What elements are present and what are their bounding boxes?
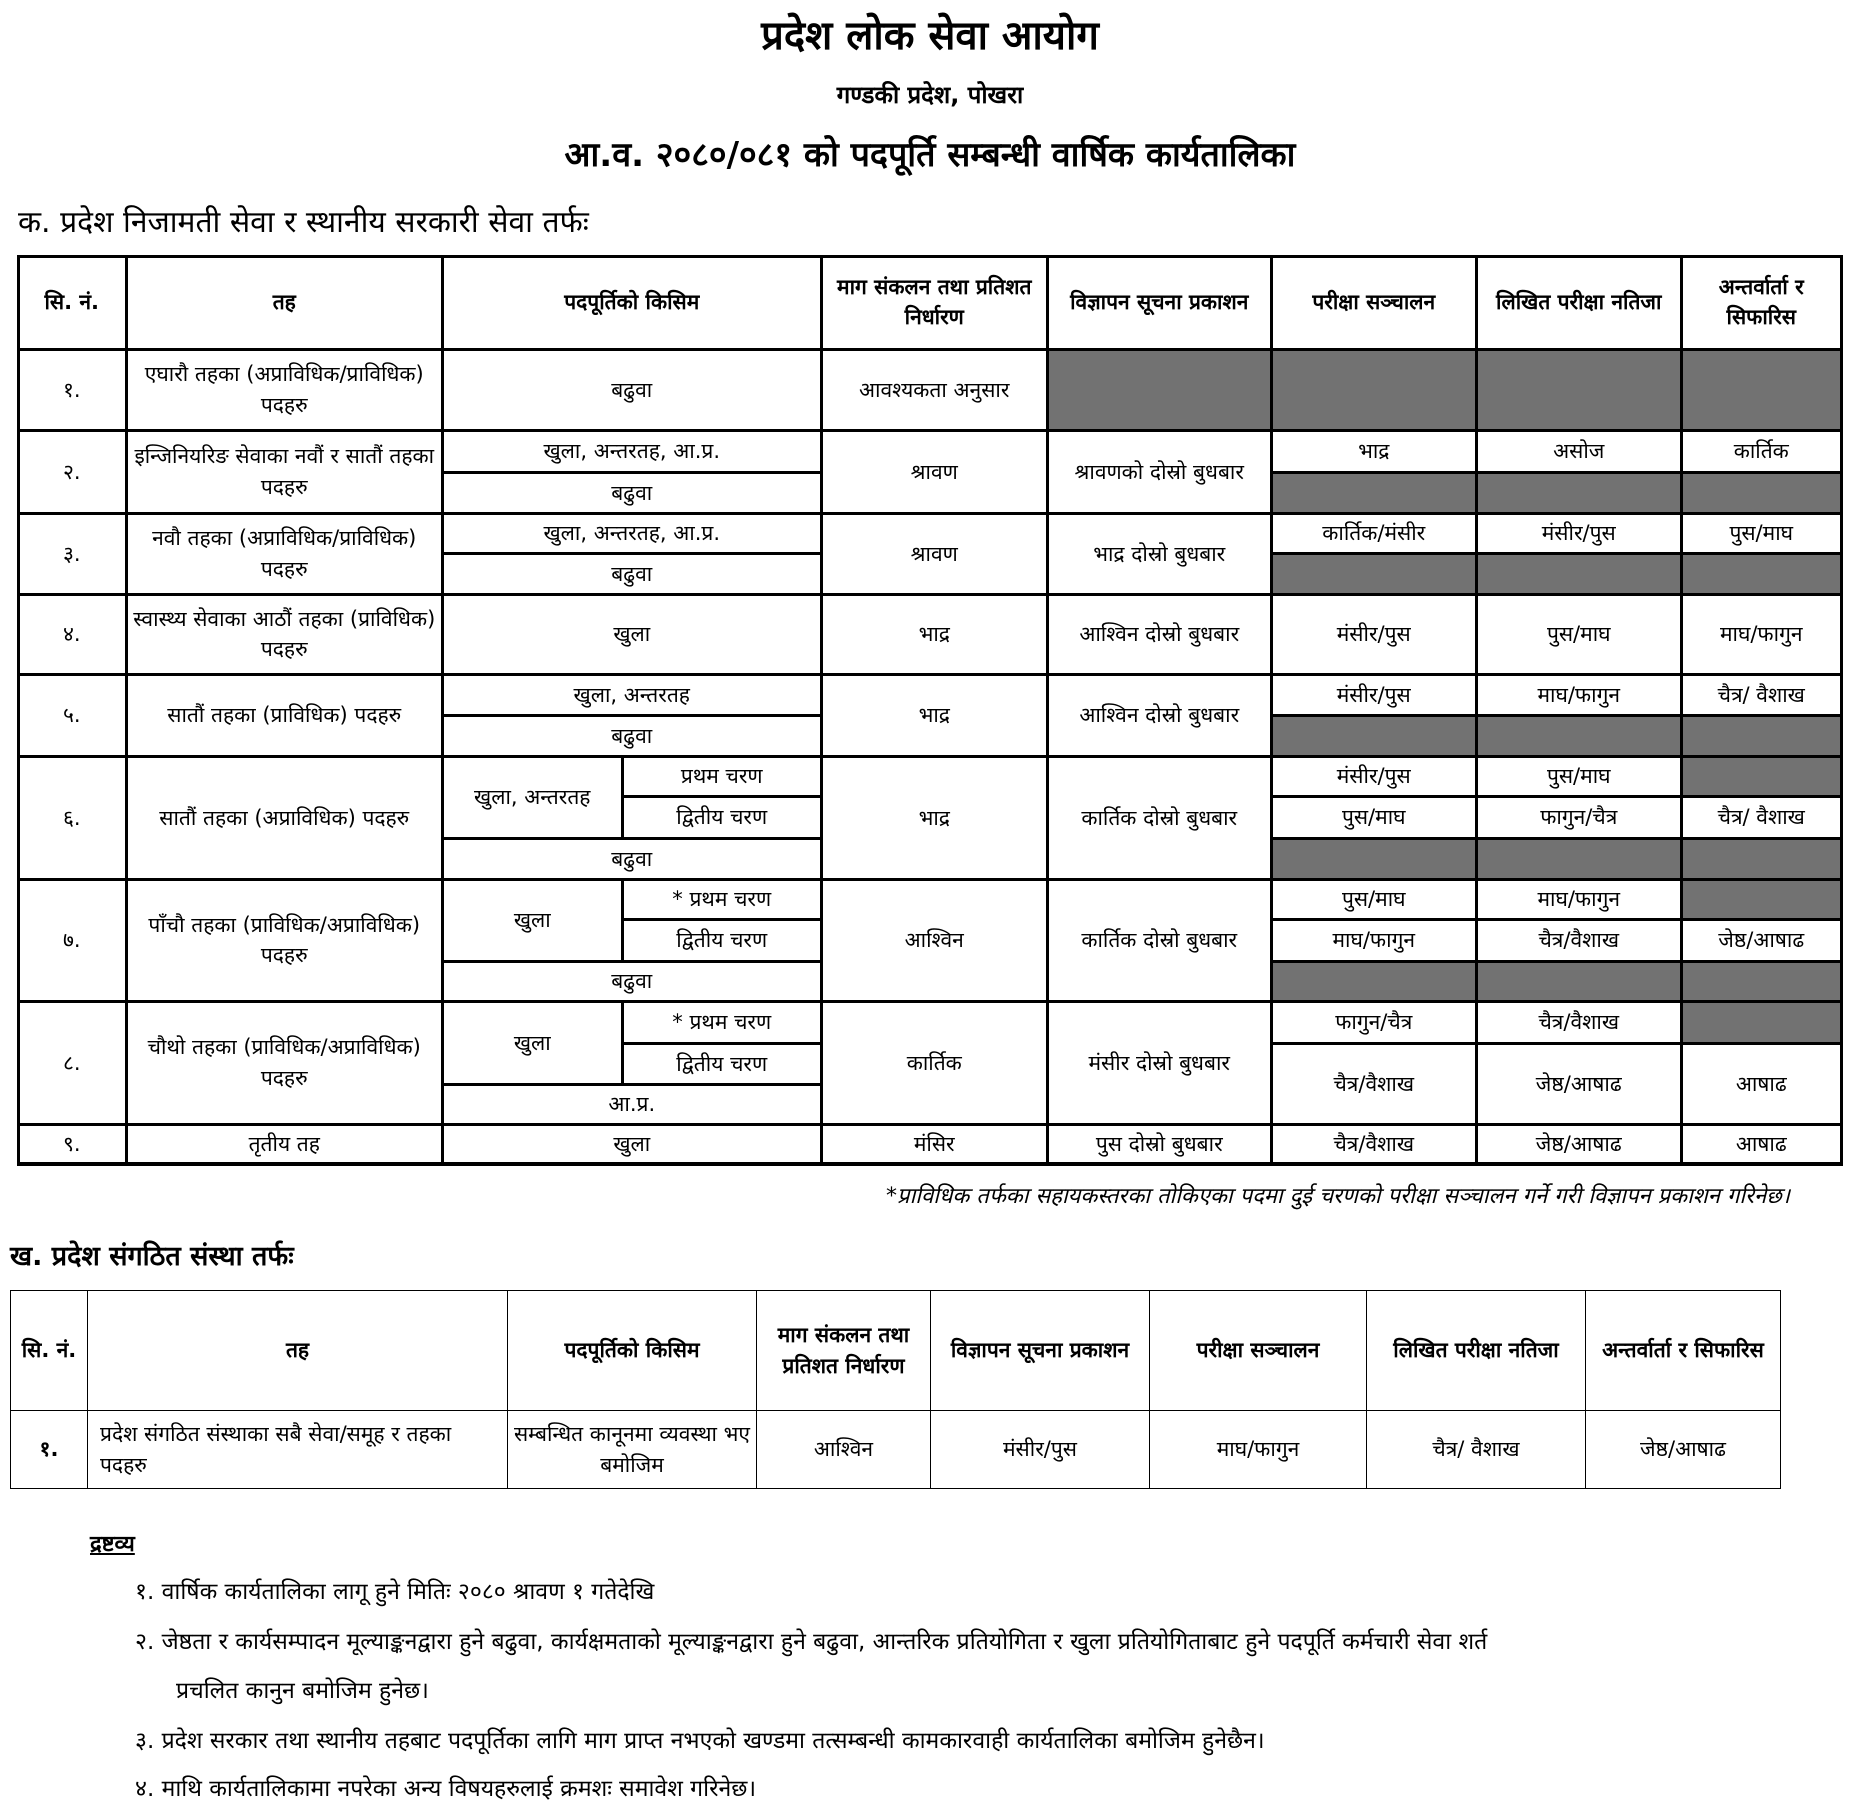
page-subtitle: गण्डकी प्रदेश, पोखरा <box>836 81 1024 109</box>
cell-interview: माघ/फागुन <box>1681 594 1842 675</box>
cell-demand: श्रावण <box>821 430 1048 514</box>
cell-phase: * प्रथम चरण <box>622 1001 822 1044</box>
cell-result: असोज <box>1476 430 1682 473</box>
cell-type-open: खुला <box>442 1001 623 1085</box>
cell-type: बढुवा <box>442 838 822 880</box>
cell-demand: कार्तिक <box>821 1001 1048 1125</box>
cell-type: खुला, अन्तरतह <box>442 674 822 716</box>
cell-demand: आवश्यकता अनुसार <box>821 349 1048 431</box>
cell-exam: मंसीर/पुस <box>1271 756 1477 797</box>
cell-sn: ५. <box>17 674 127 757</box>
col-header-result: लिखित परीक्षा नतिजा <box>1476 255 1682 350</box>
cell-demand: आश्विन <box>821 879 1048 1002</box>
cell-demand: भाद्र <box>821 674 1048 757</box>
shaded-cell <box>1476 553 1682 595</box>
shaded-cell <box>1681 553 1842 595</box>
cell-level: सातौं तहका (अप्राविधिक) पदहरु <box>126 756 443 880</box>
note-item: १. वार्षिक कार्यतालिका लागू हुने मितिः २०८० श्रावण १ गतेदेखि <box>135 1579 655 1605</box>
notes-title: द्रष्टव्य <box>90 1532 135 1557</box>
cell-exam: पुस/माघ <box>1271 796 1477 839</box>
cell-type-open: खुला <box>442 879 623 962</box>
cell-phase: द्वितीय चरण <box>622 1043 822 1085</box>
col-header-type: पदपूर्तिको किसिम <box>507 1290 757 1411</box>
cell-exam: मंसीर/पुस <box>1271 594 1477 675</box>
cell-type: खुला, अन्तरतह, आ.प्र. <box>442 430 822 473</box>
col-header-ad: विज्ञापन सूचना प्रकाशन <box>930 1290 1150 1411</box>
cell-exam: फागुन/चैत्र <box>1271 1001 1477 1044</box>
cell-level: नवौ तहका (अप्राविधिक/प्राविधिक) पदहरु <box>126 513 443 595</box>
cell-level: सातौं तहका (प्राविधिक) पदहरु <box>126 674 443 757</box>
cell-phase: प्रथम चरण <box>622 756 822 797</box>
shaded-cell <box>1681 961 1842 1002</box>
cell-sn: ९. <box>17 1124 127 1164</box>
cell-type: बढुवा <box>442 961 822 1002</box>
shaded-cell <box>1047 349 1272 431</box>
col-header-interview: अन्तर्वार्ता र सिफारिस <box>1585 1290 1781 1411</box>
cell-result: चैत्र/वैशाख <box>1476 1001 1682 1044</box>
cell-type: सम्बन्धित कानूनमा व्यवस्था भए बमोजिम <box>507 1410 757 1489</box>
cell-demand: भाद्र <box>821 756 1048 880</box>
cell-phase: * प्रथम चरण <box>622 879 822 920</box>
cell-ad: पुस दोस्रो बुधबार <box>1047 1124 1272 1164</box>
cell-exam: चैत्र/वैशाख <box>1271 1043 1477 1125</box>
shaded-cell <box>1681 715 1842 757</box>
cell-result: माघ/फागुन <box>1476 879 1682 920</box>
cell-ad: आश्विन दोस्रो बुधबार <box>1047 594 1272 675</box>
cell-ad: आश्विन दोस्रो बुधबार <box>1047 674 1272 757</box>
cell-exam: कार्तिक/मंसीर <box>1271 513 1477 554</box>
cell-exam: माघ/फागुन <box>1149 1410 1367 1489</box>
cell-result: जेष्ठ/आषाढ <box>1476 1124 1682 1164</box>
cell-exam: भाद्र <box>1271 430 1477 473</box>
shaded-cell <box>1271 349 1477 431</box>
shaded-cell <box>1681 1001 1842 1044</box>
cell-type: बढुवा <box>442 349 822 431</box>
cell-demand: आश्विन <box>756 1410 931 1489</box>
shaded-cell <box>1681 349 1842 431</box>
cell-level: पाँचौ तहका (प्राविधिक/अप्राविधिक) पदहरु <box>126 879 443 1002</box>
shaded-cell <box>1476 349 1682 431</box>
cell-interview: चैत्र/ वैशाख <box>1681 674 1842 716</box>
cell-result: चैत्र/ वैशाख <box>1366 1410 1586 1489</box>
cell-exam: माघ/फागुन <box>1271 919 1477 962</box>
col-header-demand: माग संकलन तथा प्रतिशत निर्धारण <box>756 1290 931 1411</box>
cell-sn: ८. <box>17 1001 127 1125</box>
cell-ad: मंसीर/पुस <box>930 1410 1150 1489</box>
shaded-cell <box>1476 715 1682 757</box>
cell-level: स्वास्थ्य सेवाका आठौं तहका (प्राविधिक) पदहरु <box>126 594 443 675</box>
cell-phase: द्वितीय चरण <box>622 919 822 962</box>
cell-type: बढुवा <box>442 472 822 514</box>
cell-ad: श्रावणको दोस्रो बुधबार <box>1047 430 1272 514</box>
cell-phase: द्वितीय चरण <box>622 796 822 839</box>
shaded-cell <box>1476 961 1682 1002</box>
cell-result: फागुन/चैत्र <box>1476 796 1682 839</box>
note-item-continuation: प्रचलित कानुन बमोजिम हुनेछ। <box>176 1678 429 1704</box>
cell-interview: जेष्ठ/आषाढ <box>1681 919 1842 962</box>
cell-sn: ७. <box>17 879 127 1002</box>
cell-sn: १. <box>17 349 127 431</box>
cell-sn: १. <box>10 1410 88 1489</box>
col-header-type: पदपूर्तिको किसिम <box>442 255 822 350</box>
col-header-ad: विज्ञापन सूचना प्रकाशन <box>1047 255 1272 350</box>
cell-ad: मंसीर दोस्रो बुधबार <box>1047 1001 1272 1125</box>
cell-type: खुला, अन्तरतह, आ.प्र. <box>442 513 822 554</box>
shaded-cell <box>1681 879 1842 920</box>
cell-type: बढुवा <box>442 553 822 595</box>
cell-result: पुस/माघ <box>1476 594 1682 675</box>
shaded-cell <box>1271 553 1477 595</box>
cell-level: प्रदेश संगठित संस्थाका सबै सेवा/समूह र तहका पदहरु <box>87 1410 508 1489</box>
shaded-cell <box>1271 838 1477 880</box>
shaded-cell <box>1476 472 1682 514</box>
cell-type: खुला <box>442 1124 822 1164</box>
cell-interview: चैत्र/ वैशाख <box>1681 796 1842 839</box>
cell-demand: श्रावण <box>821 513 1048 595</box>
cell-result: मंसीर/पुस <box>1476 513 1682 554</box>
cell-sn: ३. <box>17 513 127 595</box>
shaded-cell <box>1476 838 1682 880</box>
shaded-cell <box>1681 472 1842 514</box>
shaded-cell <box>1681 756 1842 797</box>
cell-level: इन्जिनियरिङ सेवाका नवौं र सातौं तहका पदहरु <box>126 430 443 514</box>
schedule-heading: आ.व. २०८०/०८१ को पदपूर्ति सम्बन्धी वार्षिक कार्यतालिका <box>564 135 1296 175</box>
note-item: ३. प्रदेश सरकार तथा स्थानीय तहबाट पदपूर्तिका लागि माग प्राप्त नभएको खण्डमा तत्सम्बन्धी कामकारवाही कार्यतालिका बमोजिम हुनेछैन। <box>135 1728 1265 1754</box>
cell-result: चैत्र/वैशाख <box>1476 919 1682 962</box>
cell-type: खुला <box>442 594 822 675</box>
col-header-exam: परीक्षा सञ्चालन <box>1271 255 1477 350</box>
shaded-cell <box>1271 961 1477 1002</box>
cell-interview: कार्तिक <box>1681 430 1842 473</box>
shaded-cell <box>1271 715 1477 757</box>
section-a-title: क. प्रदेश निजामती सेवा र स्थानीय सरकारी सेवा तर्फः <box>18 205 589 240</box>
cell-interview: आषाढ <box>1681 1124 1842 1164</box>
cell-exam: मंसीर/पुस <box>1271 674 1477 716</box>
cell-result: जेष्ठ/आषाढ <box>1476 1043 1682 1125</box>
col-header-level: तह <box>126 255 443 350</box>
cell-demand: भाद्र <box>821 594 1048 675</box>
cell-type: बढुवा <box>442 715 822 757</box>
cell-level: तृतीय तह <box>126 1124 443 1164</box>
cell-exam: पुस/माघ <box>1271 879 1477 920</box>
col-header-sn: सि. नं. <box>17 255 127 350</box>
col-header-result: लिखित परीक्षा नतिजा <box>1366 1290 1586 1411</box>
col-header-interview: अन्तर्वार्ता र सिफारिस <box>1681 255 1842 350</box>
shaded-cell <box>1681 838 1842 880</box>
note-item: २. जेष्ठता र कार्यसम्पादन मूल्याङ्कनद्वारा हुने बढुवा, कार्यक्षमताको मूल्याङ्कनद्वारा हुने बढुवा, आन्तरिक प्रतियोगिता र खुला प्रतियोगिताबाट हुने पदपूर्ति कर्मचारी सेवा शर्त <box>135 1629 1488 1655</box>
cell-sn: २. <box>17 430 127 514</box>
cell-ad: भाद्र दोस्रो बुधबार <box>1047 513 1272 595</box>
col-header-sn: सि. नं. <box>10 1290 88 1411</box>
cell-interview: जेष्ठ/आषाढ <box>1585 1410 1781 1489</box>
cell-type-open: खुला, अन्तरतह <box>442 756 623 839</box>
section-b-title: ख. प्रदेश संगठित संस्था तर्फः <box>10 1241 294 1272</box>
cell-demand: मंसिर <box>821 1124 1048 1164</box>
col-header-demand: माग संकलन तथा प्रतिशत निर्धारण <box>821 255 1048 350</box>
cell-ad: कार्तिक दोस्रो बुधबार <box>1047 879 1272 1002</box>
cell-sn: ६. <box>17 756 127 880</box>
cell-level: एघारौ तहका (अप्राविधिक/प्राविधिक) पदहरु <box>126 349 443 431</box>
cell-ad: कार्तिक दोस्रो बुधबार <box>1047 756 1272 880</box>
shaded-cell <box>1271 472 1477 514</box>
note-item: ४. माथि कार्यतालिकामा नपरेका अन्य विषयहरुलाई क्रमशः समावेश गरिनेछ। <box>135 1776 757 1802</box>
col-header-level: तह <box>87 1290 508 1411</box>
cell-interview: पुस/माघ <box>1681 513 1842 554</box>
cell-type: आ.प्र. <box>442 1084 822 1125</box>
cell-interview: आषाढ <box>1681 1043 1842 1125</box>
cell-result: पुस/माघ <box>1476 756 1682 797</box>
cell-result: माघ/फागुन <box>1476 674 1682 716</box>
page-title: प्रदेश लोक सेवा आयोग <box>761 13 1099 59</box>
cell-sn: ४. <box>17 594 127 675</box>
cell-exam: चैत्र/वैशाख <box>1271 1124 1477 1164</box>
footnote: *प्राविधिक तर्फका सहायकस्तरका तोकिएका पदमा दुई चरणको परीक्षा सञ्चालन गर्ने गरी विज्ञापन प्रकाशन गरिनेछ। <box>886 1184 1790 1209</box>
col-header-exam: परीक्षा सञ्चालन <box>1149 1290 1367 1411</box>
cell-level: चौथो तहका (प्राविधिक/अप्राविधिक) पदहरु <box>126 1001 443 1125</box>
